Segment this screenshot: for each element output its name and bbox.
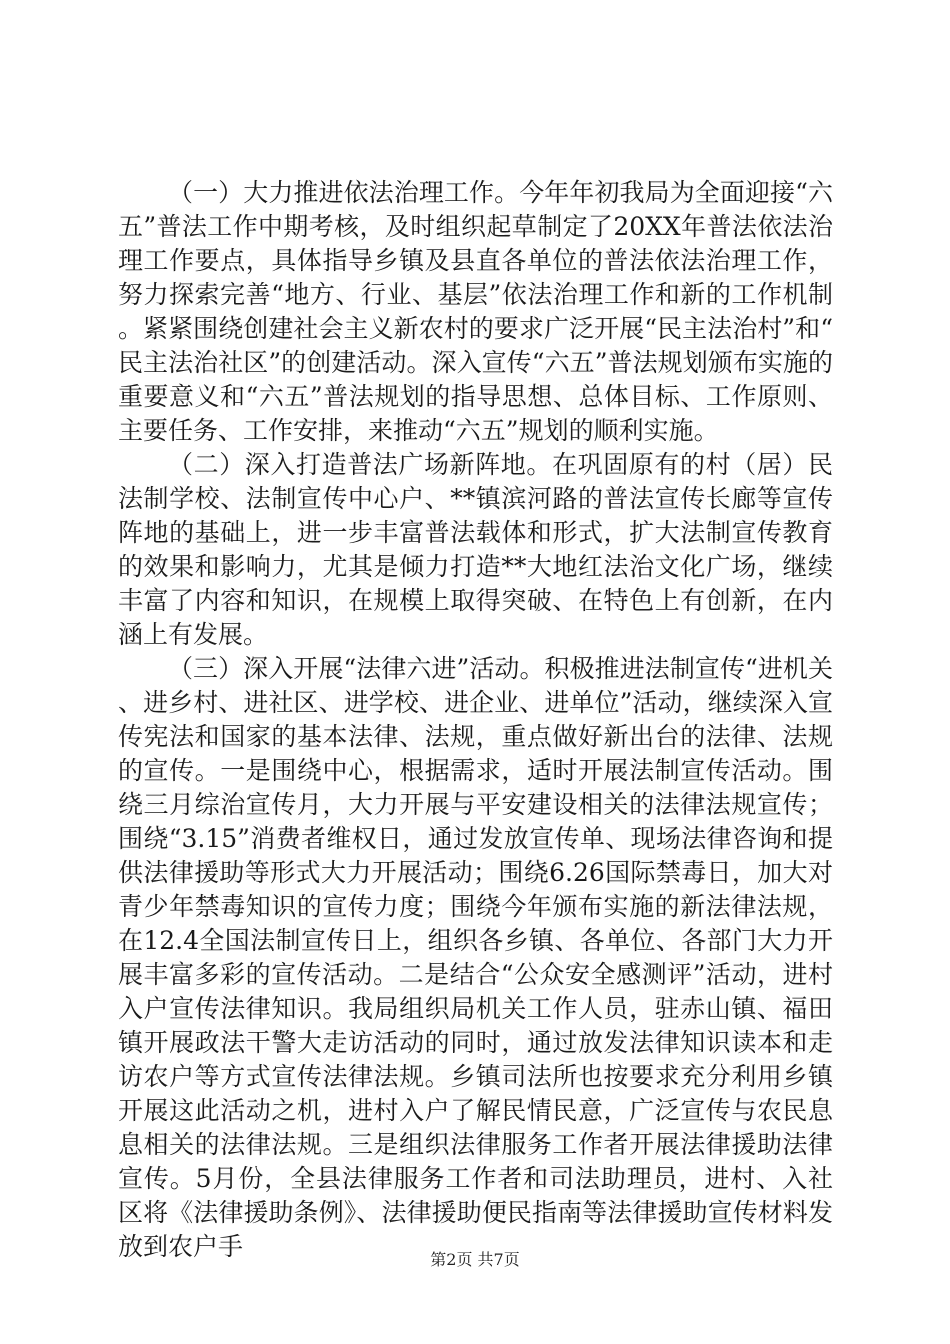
page-number-label: 第2页 共7页 bbox=[430, 1250, 520, 1269]
page-footer bbox=[0, 1247, 950, 1270]
document-body bbox=[118, 176, 833, 1264]
paragraph-2: （二）深入打造普法广场新阵地。在巩固原有的村（居）民法制学校、法制宣传中心户、**镇滨河路的普法宣传长廊等宣传阵地的基础上，进一步丰富普法载体和形式，扩大法制宣传教育的效果和影响力，尤其是倾力打造**大地红法治文化广场，继续丰富了内容和知识，在规模上取得突破、在特色上有创新，在内涵上有发展。 bbox=[118, 450, 833, 649]
paragraph-3: （三）深入开展“法律六进”活动。积极推进法制宣传“进机关、进乡村、进社区、进学校、进企业、进单位”活动，继续深入宣传宪法和国家的基本法律、法规，重点做好新出台的法律、法规的宣传。一是围绕中心，根据需求，适时开展法制宣传活动。围绕三月综治宣传月，大力开展与平安建设相关的法律法规宣传；围绕“3.15”消费者维权日，通过发放宣传单、现场法律咨询和提供法律援助等形式大力开展活动；围绕6.26国际禁毒日，加大对青少年禁毒知识的宣传力度；围绕今年颁布实施的新法律法规，在12.4全国法制宣传日上，组织各乡镇、各单位、各部门大力开展丰富多彩的宣传活动。二是结合“公众安全感测评”活动，进村入户宣传法律知识。我局组织局机关工作人员，驻赤山镇、福田镇开展政法干警大走访活动的同时，通过放发法律知识读本和走访农户等方式宣传法律法规。乡镇司法所也按要求充分利用乡镇开展这此活动之机，进村入户了解民情民意，广泛宣传与农民息息相关的法律法规。三是组织法律服务工作者开展法律援助法律宣传。5月份，全县法律服务工作者和司法助理员，进村、入社区将《法律援助条例》、法律援助便民指南等法律援助宣传材料发放到农户手 bbox=[118, 654, 833, 1261]
paragraph-1: （一）大力推进依法治理工作。今年年初我局为全面迎接“六五”普法工作中期考核，及时组织起草制定了20XX年普法依法治理工作要点，具体指导乡镇及县直各单位的普法依法治理工作，努力探索完善“地方、行业、基层”依法治理工作和新的工作机制。紧紧围绕创建社会主义新农村的要求广泛开展“民主法治村”和“民主法治社区”的创建活动。深入宣传“六五”普法规划颁布实施的重要意义和“六五”普法规划的指导思想、总体目标、工作原则、主要任务、工作安排，来推动“六五”规划的顺利实施。 bbox=[118, 178, 833, 445]
